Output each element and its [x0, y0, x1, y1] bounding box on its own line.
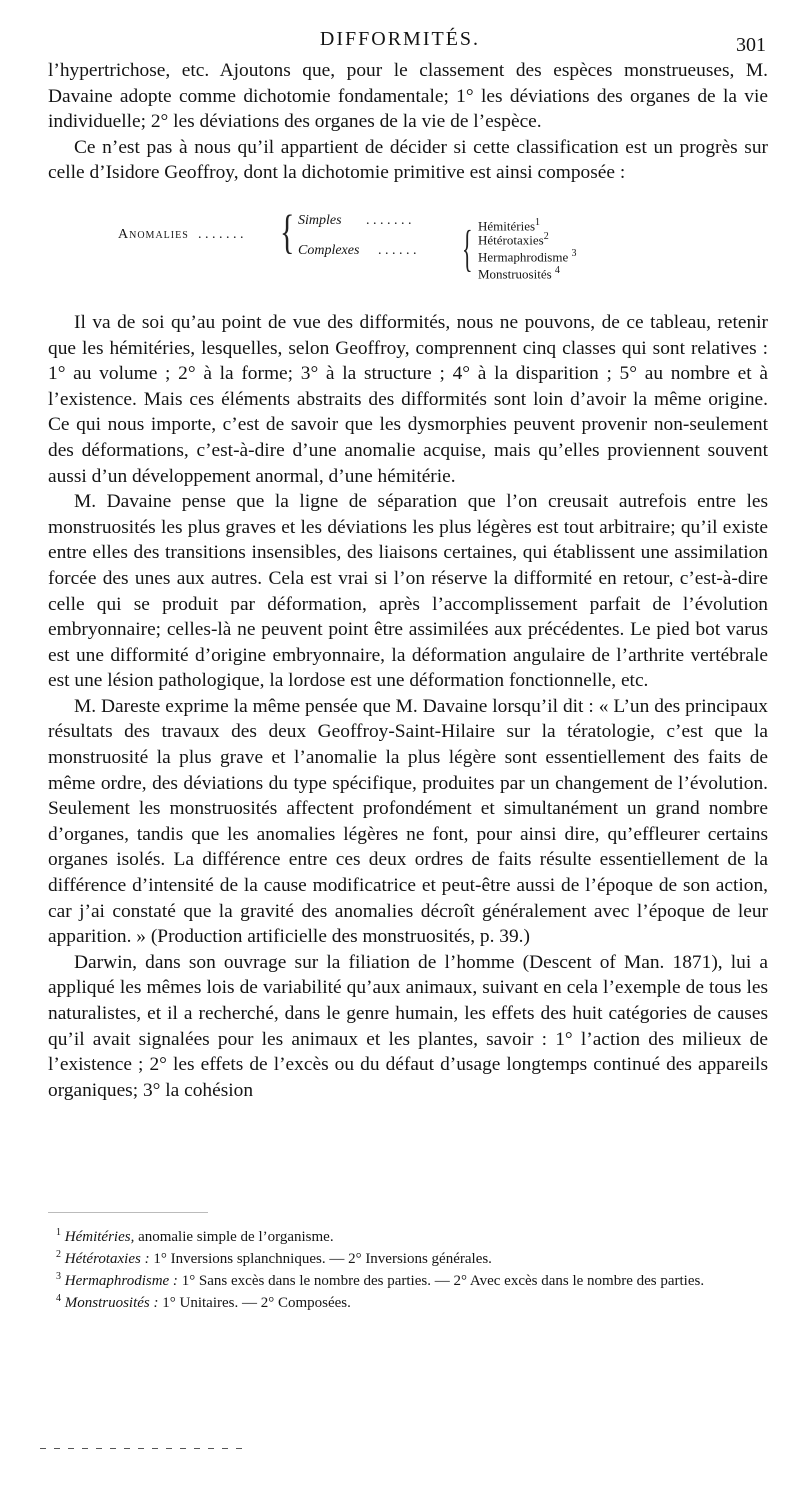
- paragraph-difformites: Il va de soi qu’au point de vue des difformités, nous ne pouvons, de ce tableau, retenir que les hémitéries, lesquelles, selon Geoffroy, comprennent cinq classes qui sont relatives : 1° au volume ; 2° à la forme; 3° à la structure ; 4° à la disparition ; 5° au nombre et à l’existence. Mais ces éléments abstraits des difformités sont loin d’avoir la même origine. Ce qui nous importe, c’est de savoir que les dysmorphies peuvent provenir non-seulement des déformations, c’est-à-dire d’une anomalie acquise, mais qu’elles proviennent souvent aussi d’un développement anormal, d’une hémitérie.: [48, 311, 768, 487]
- footnote-number: 4: [56, 1293, 61, 1304]
- footnote-number: 3: [56, 1271, 61, 1282]
- footnote-number: 1: [56, 1227, 61, 1238]
- footnote-ref: 1: [535, 216, 541, 228]
- table-leader: . . . . . . .: [366, 212, 412, 228]
- footnote: [48, 1224, 768, 1246]
- paragraph-intro: l’hypertrichose, etc. Ajoutons que, pour le classement des espèces monstrueuses, M. Davaine adopte comme dichotomie fondamentale; 1° les déviations des organes de la vie individuelle; 2° les déviations des organes de la vie de l’espèce.: [48, 60, 768, 133]
- table-root-label: Anomalies: [118, 226, 189, 242]
- table-simples: Simples: [298, 212, 342, 228]
- footnote: [48, 1290, 768, 1312]
- paragraph-darwin: Darwin, dans son ouvrage sur la filiation de l’homme (Descent of Man. 1871), lui a appliqué les mêmes lois de variabilité qu’aux animaux, suivant en cela l’exemple de tous les naturalistes, et il a recherché, dans le genre humain, les effets des huit catégories de causes qu’il avait signalées pour les animaux et les plantes, savoir : 1° l’action des milieux de l’existence ; 2° les effets de l’excès ou du défaut d’usage longtemps continué des appareils organiques; 3° la cohésion: [48, 951, 768, 1101]
- footnote-text: 1° Sans excès dans le nombre des parties. — 2° Avec excès dans le nombre des parties.: [181, 1273, 705, 1289]
- table-complexes: Complexes: [298, 242, 360, 258]
- footnote-term: Hétérotaxies :: [64, 1251, 150, 1267]
- running-header: DIFFORMITÉS.: [319, 28, 481, 50]
- table-leader: . . . . . .: [378, 242, 417, 258]
- footnote-number: 2: [56, 1249, 61, 1260]
- paragraph-davaine: M. Davaine pense que la ligne de séparation que l’on creusait autrefois entre les monstruosités les plus graves et les déviations les plus légères est tout arbitraire; qu’il existe entre elles des transitions insensibles, des liaisons certaines, qui établissent une assimilation forcée des unes aux autres. Cela est vrai si l’on réserve la difformité en retour, c’est-à-dire celle qui se produit par déformation, après l’accomplissement parfait de l’évolution embryonnaire; celles-là ne peuvent point être assimilées aux précédentes. Le pied bot varus est une difformité d’origine embryonnaire, la déformation angulaire de l’arthrite vertébrale est une lésion pathologique, la lordose est une déformation fonctionnelle, etc.: [48, 491, 768, 692]
- paragraph-geoffroy: Ce n’est pas à nous qu’il appartient de décider si cette classification est un progrès sur celle d’Isidore Geoffroy, dont la dichotomie primitive est ainsi composée :: [48, 136, 768, 184]
- footnote: [48, 1246, 768, 1268]
- footnote-ref: 3: [571, 247, 577, 259]
- hemiteries-label: Hémitéries: [478, 218, 536, 234]
- footnote: [48, 1268, 768, 1290]
- classification-table: [48, 205, 768, 288]
- brace-icon: {: [462, 219, 473, 277]
- footnote-ref: 2: [543, 230, 549, 242]
- paragraph-dareste: M. Dareste exprime la même pensée que M. Davaine lorsqu’il dit : « L’un des principaux résultats des travaux des deux Geoffroy-Saint-Hilaire sur la tératologie, c’est que la monstruosité la plus grave et l’anomalie la plus légère sont essentiellement des faits de même ordre, des déviations du type spécifique, produites par un changement de l’évolution. Seulement les monstruosités affectent profondément et simultanément un grand nombre d’organes, tandis que les anomalies légères ne font, pour ainsi dire, qu’effleurer certains organes isolés. La différence entre ces deux ordres de faits résulte essentiellement de la différence d’intensité de la cause modificatrice et peut-être aussi de l’époque de son action, car j’ai constaté que la gravité des anomalies décroît généralement avec l’époque de leur apparition. » (Production artificielle des monstruosités, p. 39.): [48, 695, 768, 948]
- footnote-divider: [48, 1212, 208, 1213]
- footnote-term: Hermaphrodisme :: [64, 1273, 178, 1289]
- heterotaxies-label: Hétérotaxies: [478, 232, 544, 248]
- footnote-term: Hémitéries,: [64, 1229, 135, 1245]
- brace-icon: {: [280, 205, 295, 259]
- table-leader: . . . . . . .: [198, 226, 244, 242]
- footnote-text: 1° Unitaires. — 2° Composées.: [162, 1295, 351, 1311]
- footnote-text: 1° Inversions splanchniques. — 2° Inversions générales.: [153, 1251, 492, 1267]
- body-text: [48, 58, 768, 1103]
- hermaphrodisme-label: Hermaphrodisme: [478, 249, 569, 265]
- page-number: 301: [736, 34, 766, 56]
- table-monstruosites: [478, 258, 560, 287]
- footnote-term: Monstruosités :: [64, 1295, 159, 1311]
- monstruosites-label: Monstruosités: [478, 266, 552, 282]
- footnotes: [48, 1224, 768, 1312]
- footnote-text: anomalie simple de l’organisme.: [138, 1229, 334, 1245]
- footnote-ref: 4: [554, 264, 560, 276]
- scan-artifact: [40, 1448, 250, 1449]
